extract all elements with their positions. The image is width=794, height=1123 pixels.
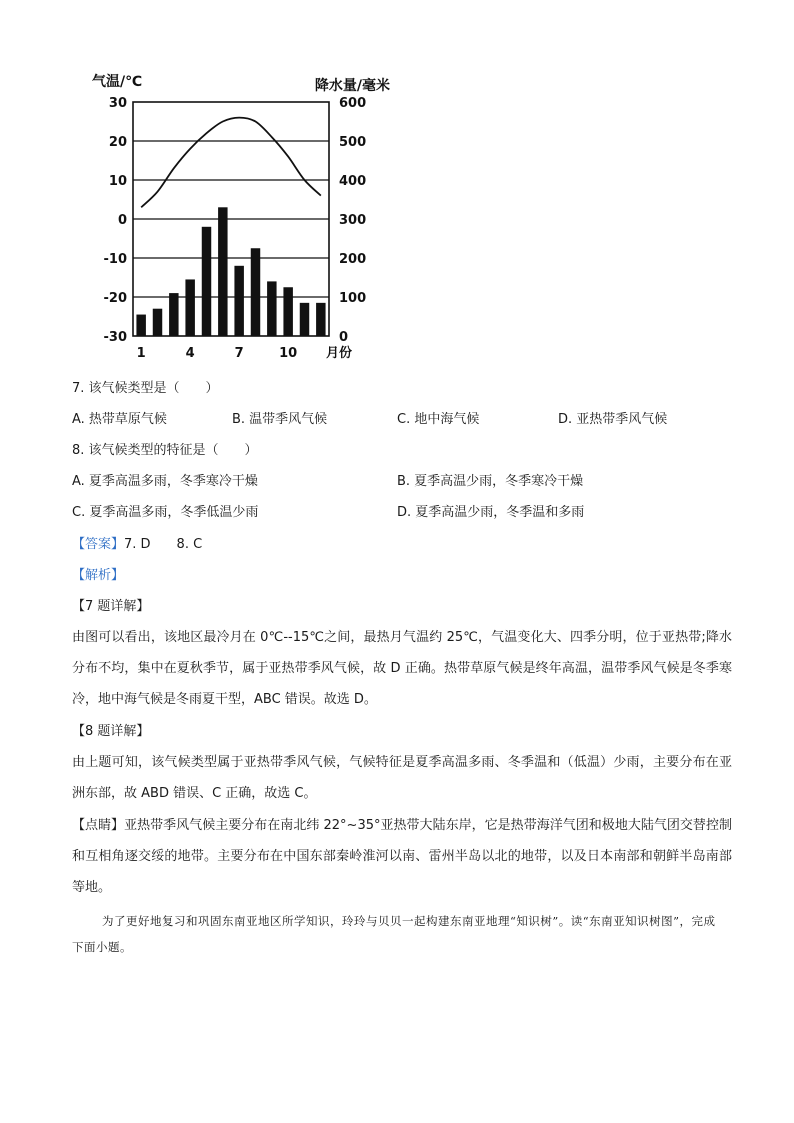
answer-line: [72, 535, 202, 555]
temperature-tick-label: -20: [103, 291, 127, 306]
precipitation-bar: [316, 303, 325, 336]
precipitation-tick-label: 400: [339, 174, 367, 189]
answer-text: 7. D 8. C: [124, 537, 203, 552]
precipitation-bar: [267, 281, 276, 336]
month-tick-label: 1: [136, 346, 146, 361]
month-tick-label: 4: [185, 346, 195, 361]
month-tick-label: 7: [234, 346, 244, 361]
precipitation-bar: [136, 315, 145, 336]
question-7-stem: 7. 该气候类型是（ ）: [72, 381, 219, 396]
detail-8-text: 由上题可知，该气候类型属于亚热带季风气候，气候特征是夏季高温多雨、冬季温和（低温）少雨，主要分布在亚洲东部，故 ABD 错误、C 正确，故选 C。: [72, 755, 732, 801]
precipitation-tick-label: 100: [339, 291, 367, 306]
tip-block: [72, 810, 732, 903]
climate-chart-svg: [88, 68, 408, 368]
question-8-stem: 8. 该气候类型的特征是（ ）: [72, 443, 258, 458]
grid-lines: [133, 102, 329, 336]
temperature-tick-label: 10: [108, 174, 127, 189]
precipitation-bar: [234, 266, 243, 336]
precipitation-bar: [300, 303, 309, 336]
climate-chart: [88, 68, 408, 368]
q8-option-d[interactable]: D. 夏季高温少雨，冬季温和多雨: [397, 505, 585, 520]
temperature-line: [141, 118, 321, 208]
temperature-tick-label: -30: [103, 330, 127, 345]
detail-7-tag: 【7 题详解】: [72, 599, 150, 614]
month-tick-label: 10: [279, 346, 298, 361]
next-question-stem: 为了更好地复习和巩固东南亚地区所学知识，玲玲与贝贝一起构建东南亚地理“知识树”。读“东南亚知识树图”，完成下面小题。: [72, 914, 716, 954]
temperature-tick-label: 20: [108, 135, 127, 150]
q7-option-d[interactable]: D. 亚热带季风气候: [558, 412, 668, 427]
analysis-tag: 【解析】: [72, 568, 125, 583]
precipitation-axis-label: 降水量/毫米: [314, 78, 390, 94]
precipitation-bar: [202, 227, 211, 336]
q7-option-a[interactable]: A. 热带草原气候: [72, 412, 167, 427]
precipitation-tick-label: 300: [339, 213, 367, 228]
q8-option-a[interactable]: A. 夏季高温多雨，冬季寒冷干燥: [72, 474, 258, 489]
temperature-tick-label: -10: [103, 252, 127, 267]
detail-7-text: 由图可以看出，该地区最冷月在 0℃--15℃之间，最热月气温约 25℃，气温变化大、四季分明，位于亚热带;降水分布不均，集中在夏秋季节，属于亚热带季风气候，故 D 正确。热带草原气候是终年高温，温带季风气候是冬季寒冷，地中海气候是冬雨夏干型，ABC 错误。故选 D。: [72, 630, 732, 707]
temperature-tick-label: 0: [117, 213, 127, 228]
precipitation-tick-label: 200: [339, 252, 367, 267]
q7-option-c[interactable]: C. 地中海气候: [397, 412, 480, 427]
q7-option-b[interactable]: B. 温带季风气候: [232, 412, 328, 427]
precipitation-bar: [283, 287, 292, 336]
precipitation-bar: [218, 207, 227, 336]
precipitation-bar: [153, 309, 162, 336]
temperature-tick-label: 30: [108, 96, 127, 111]
temperature-curve: [141, 118, 321, 208]
detail-8-tag: 【8 题详解】: [72, 724, 150, 739]
tip-tag: 【点睛】: [72, 818, 125, 833]
precipitation-tick-label: 600: [339, 96, 367, 111]
temperature-axis-label: 气温/℃: [92, 74, 143, 90]
precipitation-bar: [185, 279, 194, 336]
precipitation-bars: [136, 207, 325, 336]
q8-option-b[interactable]: B. 夏季高温少雨，冬季寒冷干燥: [397, 474, 584, 489]
tip-text: 亚热带季风气候主要分布在南北纬 22°~35°亚热带大陆东岸，它是热带海洋气团和极地大陆气团交替控制和互相角逐交绥的地带。主要分布在中国东部秦岭淮河以南、雷州半岛以北的地带，以及日本南部和朝鲜半岛南部等地。: [72, 818, 732, 895]
answer-tag: 【答案】: [72, 537, 125, 552]
x-axis-label: 月份: [326, 346, 353, 361]
precipitation-tick-label: 500: [339, 135, 367, 150]
precipitation-bar: [169, 293, 178, 336]
precipitation-tick-label: 0: [339, 330, 349, 345]
q8-option-c[interactable]: C. 夏季高温多雨，冬季低温少雨: [72, 505, 259, 520]
precipitation-bar: [251, 248, 260, 336]
